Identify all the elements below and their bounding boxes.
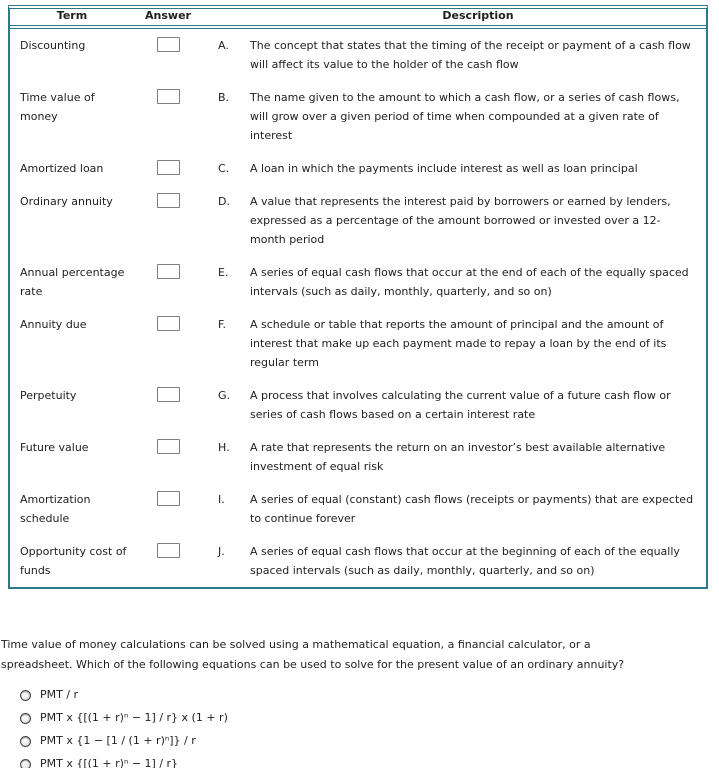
option-label[interactable]: PMT x {[(1 + r)ⁿ − 1] / r} bbox=[40, 757, 179, 768]
term-label: Discounting bbox=[20, 39, 86, 52]
description-letter: H. bbox=[218, 441, 230, 454]
option-4[interactable] bbox=[20, 756, 719, 768]
matching-table bbox=[8, 5, 708, 589]
answer-input-ordinary-annuity[interactable] bbox=[157, 193, 180, 208]
description-letter: I. bbox=[218, 493, 225, 506]
answer-input-discounting[interactable] bbox=[157, 37, 180, 52]
term-label: Ordinary annuity bbox=[20, 195, 113, 208]
term-label: Opportunity cost of funds bbox=[20, 545, 127, 577]
term-label: Future value bbox=[20, 441, 89, 454]
term-label: Annual percentage rate bbox=[20, 266, 125, 298]
question-text: Time value of money calculations can be solved using a mathematical equation, a financial calculator, or a spreadsheet. Which of the following equations can be used to solve for the present value of an ordinary annuity? bbox=[1, 638, 625, 671]
table-row bbox=[10, 431, 706, 483]
radio-button[interactable] bbox=[20, 713, 31, 724]
description-text: The name given to the amount to which a cash flow, or a series of cash flows, will grow over a given period of time when compounded at a given rate of interest bbox=[250, 91, 680, 142]
option-3[interactable] bbox=[20, 733, 719, 749]
answer-input-time-value-of-money[interactable] bbox=[157, 89, 180, 104]
description-text: A schedule or table that reports the amount of principal and the amount of interest that make up each payment made to repay a loan by the end of its regular term bbox=[250, 318, 667, 369]
header-answer: Answer bbox=[145, 9, 191, 22]
answer-input-annual-percentage-rate[interactable] bbox=[157, 264, 180, 279]
option-2[interactable] bbox=[20, 710, 719, 726]
answer-input-annuity-due[interactable] bbox=[157, 316, 180, 331]
answer-input-amortization-schedule[interactable] bbox=[157, 491, 180, 506]
description-text: A loan in which the payments include interest as well as loan principal bbox=[250, 162, 638, 175]
description-letter: B. bbox=[218, 91, 230, 104]
description-text: A series of equal (constant) cash flows (receipts or payments) that are expected to continue forever bbox=[250, 493, 694, 525]
radio-button[interactable] bbox=[20, 759, 31, 768]
option-label[interactable]: PMT x {1 − [1 / (1 + r)ⁿ]} / r bbox=[40, 734, 196, 747]
table-row bbox=[10, 29, 706, 81]
description-letter: F. bbox=[218, 318, 227, 331]
table-row bbox=[10, 81, 706, 152]
radio-button[interactable] bbox=[20, 736, 31, 747]
term-label: Annuity due bbox=[20, 318, 87, 331]
answer-input-future-value[interactable] bbox=[157, 439, 180, 454]
description-text: The concept that states that the timing of the receipt or payment of a cash flow will affect its value to the holder of the cash flow bbox=[250, 39, 691, 71]
description-letter: D. bbox=[218, 195, 230, 208]
description-text: A series of equal cash flows that occur at the beginning of each of the equally spaced intervals (such as daily, monthly, quarterly, and so on) bbox=[250, 545, 680, 577]
answer-input-perpetuity[interactable] bbox=[157, 387, 180, 402]
term-label: Perpetuity bbox=[20, 389, 77, 402]
term-label: Amortized loan bbox=[20, 162, 104, 175]
term-label: Time value of money bbox=[20, 91, 95, 123]
header-description: Description bbox=[442, 9, 514, 22]
answer-input-opportunity-cost-of-funds[interactable] bbox=[157, 543, 180, 558]
options-list bbox=[20, 687, 719, 768]
description-letter: A. bbox=[218, 39, 229, 52]
header-term: Term bbox=[56, 9, 88, 22]
description-letter: G. bbox=[218, 389, 231, 402]
table-row bbox=[10, 483, 706, 535]
description-letter: J. bbox=[218, 545, 225, 558]
description-letter: C. bbox=[218, 162, 230, 175]
answer-input-amortized-loan[interactable] bbox=[157, 160, 180, 175]
option-1[interactable] bbox=[20, 687, 719, 703]
description-text: A series of equal cash flows that occur at the end of each of the equally spaced intervals (such as daily, monthly, quarterly, and so on) bbox=[250, 266, 689, 298]
description-text: A value that represents the interest paid by borrowers or earned by lenders, expressed as a percentage of the amount borrowed or invested over a 12-month period bbox=[250, 195, 671, 246]
term-label: Amortization schedule bbox=[20, 493, 91, 525]
table-row bbox=[10, 152, 706, 185]
header-description-letter bbox=[202, 9, 250, 13]
table-row bbox=[10, 185, 706, 256]
description-letter: E. bbox=[218, 266, 229, 279]
description-text: A process that involves calculating the current value of a future cash flow or series of cash flows based on a certain interest rate bbox=[250, 389, 671, 421]
table-row bbox=[10, 535, 706, 587]
table-row bbox=[10, 256, 706, 308]
description-text: A rate that represents the return on an investor’s best available alternative investment of equal risk bbox=[250, 441, 666, 473]
table-row bbox=[10, 379, 706, 431]
table-header-row bbox=[10, 9, 706, 29]
option-label[interactable]: PMT / r bbox=[40, 688, 79, 701]
radio-button[interactable] bbox=[20, 690, 31, 701]
option-label[interactable]: PMT x {[(1 + r)ⁿ − 1] / r} x (1 + r) bbox=[40, 711, 228, 724]
table-row bbox=[10, 308, 706, 379]
